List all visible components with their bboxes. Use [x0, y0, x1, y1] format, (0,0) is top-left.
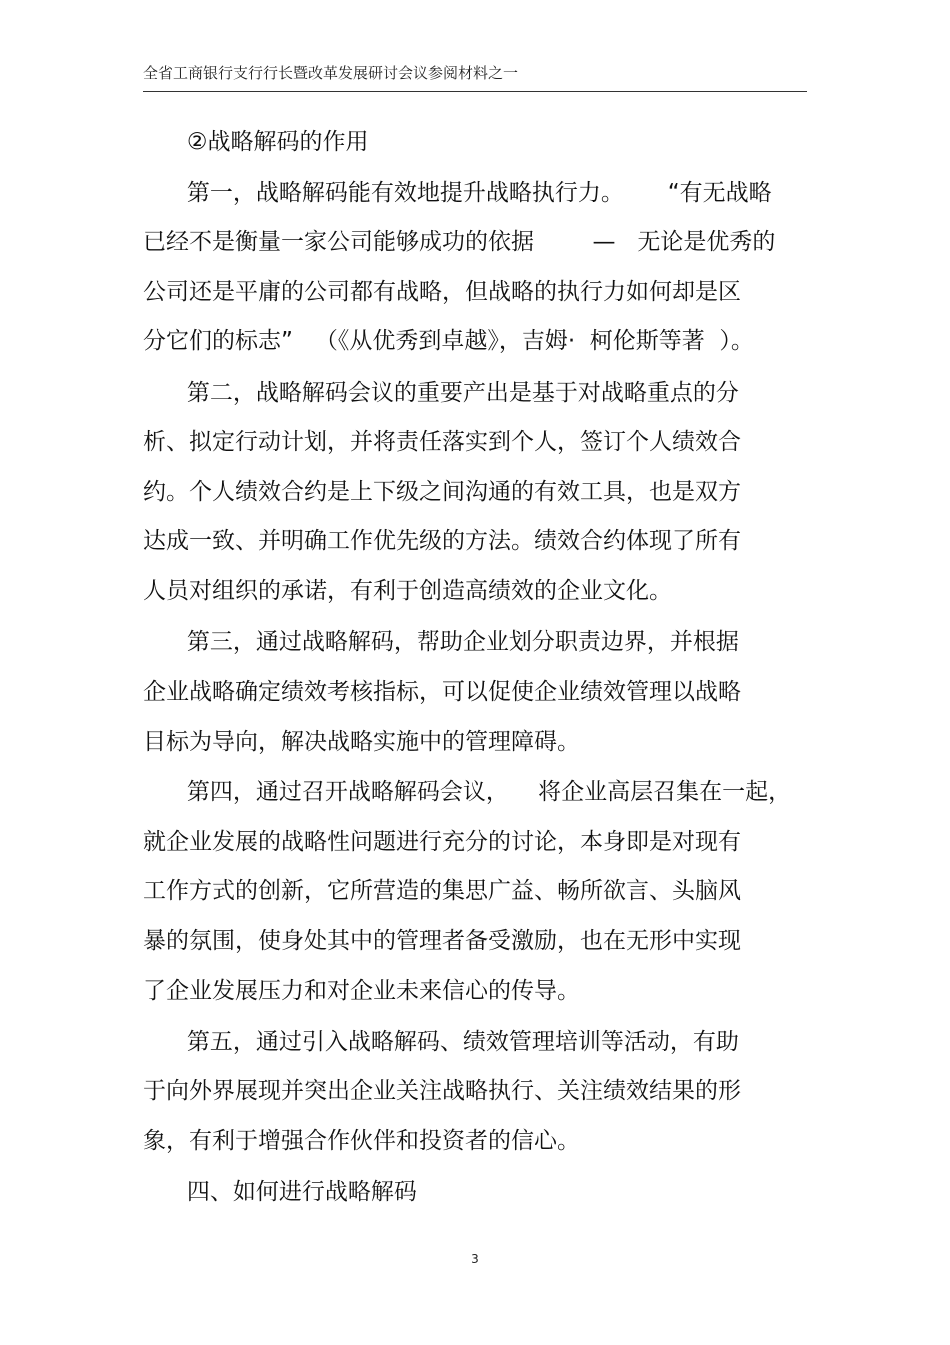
body-line: 暴的氛围，使身处其中的管理者备受激励，也在无形中实现 — [143, 928, 741, 954]
body-line: 第五，通过引入战略解码、绩效管理培训等活动，有助 — [143, 1029, 739, 1055]
page-number: 3 — [471, 1252, 479, 1266]
body-line: 约。个人绩效合约是上下级之间沟通的有效工具，也是双方 — [143, 479, 741, 505]
body-line: 企业战略确定绩效考核指标，可以促使企业绩效管理以战略 — [143, 679, 741, 705]
header-divider — [143, 91, 807, 92]
section-heading: 四、如何进行战略解码 — [143, 1179, 417, 1205]
body-line: 于向外界展现并突出企业关注战略执行、关注绩效结果的形 — [143, 1078, 741, 1104]
body-line: 了企业发展压力和对企业未来信心的传导。 — [143, 978, 580, 1004]
body-line: 已经不是衡量一家公司能够成功的依据 — 无论是优秀的 — [143, 229, 776, 255]
header-title: 全省工商银行支行行长暨改革发展研讨会议参阅材料之一 — [143, 64, 519, 82]
body-line: 就企业发展的战略性问题进行充分的讨论，本身即是对现有 — [143, 829, 741, 855]
body-line: 第三，通过战略解码，帮助企业划分职责边界，并根据 — [143, 629, 739, 655]
body-line: 象，有利于增强合作伙伴和投资者的信心。 — [143, 1128, 580, 1154]
body-line: 分它们的标志” （《从优秀到卓越》，吉姆· 柯伦斯等著 ）。 — [143, 328, 754, 354]
body-line: 第一，战略解码能有效地提升战略执行力。 “有无战略 — [143, 180, 772, 206]
body-line: 公司还是平庸的公司都有战略，但战略的执行力如何却是区 — [143, 279, 741, 305]
body-line: ②战略解码的作用 — [143, 129, 369, 155]
body-line: 析、拟定行动计划，并将责任落实到个人，签订个人绩效合 — [143, 429, 741, 455]
body-line: 第二，战略解码会议的重要产出是基于对战略重点的分 — [143, 380, 739, 406]
body-line: 人员对组织的承诺，有利于创造高绩效的企业文化。 — [143, 578, 672, 604]
body-line: 目标为导向，解决战略实施中的管理障碍。 — [143, 729, 580, 755]
body-line: 工作方式的创新，它所营造的集思广益、畅所欲言、头脑风 — [143, 878, 741, 904]
body-line: 第四，通过召开战略解码会议， 将企业高层召集在一起， — [143, 779, 792, 805]
body-line: 达成一致、并明确工作优先级的方法。绩效合约体现了所有 — [143, 528, 741, 554]
